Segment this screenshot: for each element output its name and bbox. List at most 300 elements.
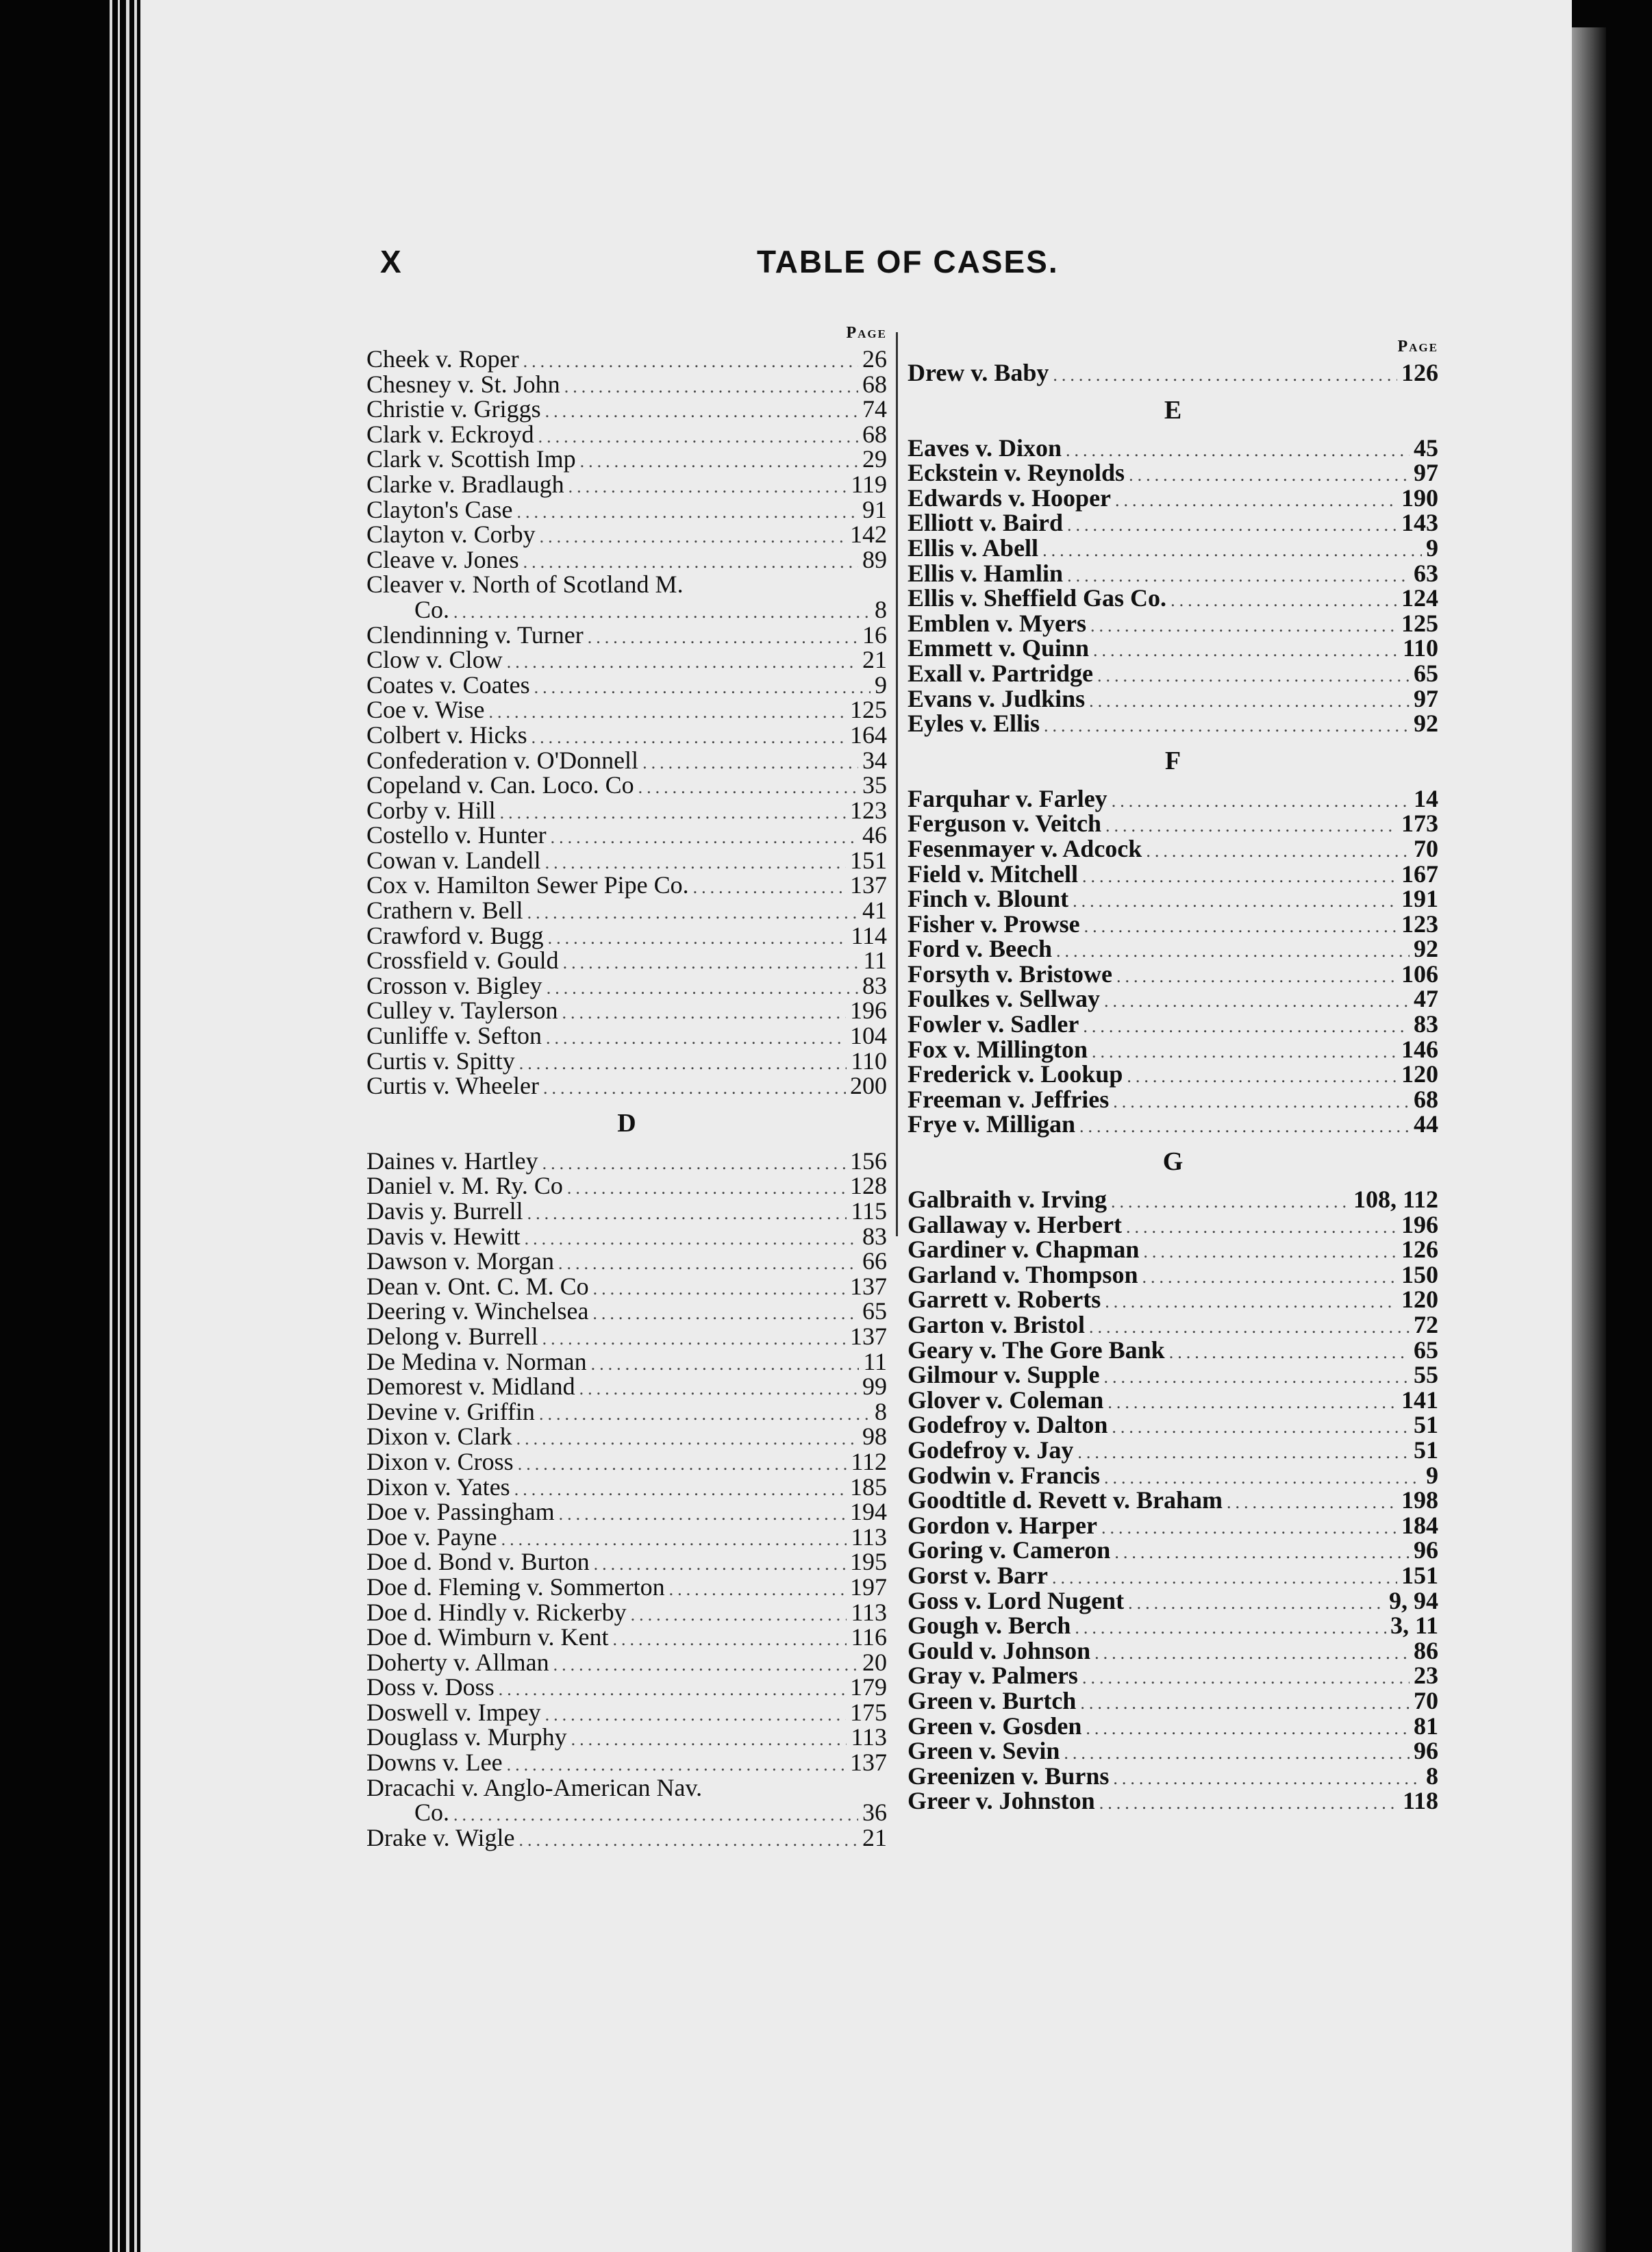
case-name: Colbert v. Hicks	[366, 721, 527, 749]
case-page-number: 51	[1414, 1411, 1438, 1439]
case-entry	[908, 1312, 1438, 1338]
leader-dots	[551, 825, 858, 851]
case-entry	[366, 572, 887, 597]
case-name: Garton v. Bristol	[908, 1311, 1085, 1338]
case-page-number: 21	[862, 1823, 887, 1851]
section-letter-f: F	[1164, 746, 1181, 775]
case-name: Gray v. Palmers	[908, 1662, 1078, 1690]
case-entry	[908, 1012, 1438, 1037]
leader-dots	[1128, 1591, 1385, 1616]
case-name: Chesney v. St. John	[366, 370, 560, 398]
leader-dots	[542, 1151, 846, 1177]
case-name: Clendinning v. Turner	[366, 621, 584, 649]
case-name: Drake v. Wigle	[366, 1823, 515, 1851]
case-page-number: 96	[1414, 1737, 1438, 1765]
case-page-number: 123	[850, 796, 887, 824]
case-entry	[908, 1287, 1438, 1312]
case-page-number: 200	[850, 1072, 887, 1100]
leader-dots	[638, 775, 858, 801]
leader-dots	[1094, 1641, 1410, 1666]
leader-dots	[1067, 513, 1397, 538]
case-page-number: 14	[1414, 784, 1438, 812]
case-entry	[366, 1625, 887, 1650]
case-name: Ferguson v. Veitch	[908, 810, 1102, 838]
case-entry	[908, 1062, 1438, 1087]
gutter-line	[118, 0, 120, 2252]
case-entry	[366, 1525, 887, 1550]
case-name: Eyles v. Ellis	[908, 710, 1040, 738]
case-name: Crathern v. Bell	[366, 897, 523, 925]
case-page-number: 70	[1414, 834, 1438, 862]
case-page-number: 190	[1401, 484, 1438, 512]
case-entry	[908, 1613, 1438, 1638]
case-page-number: 120	[1401, 1060, 1438, 1088]
case-entry	[908, 1338, 1438, 1363]
case-name: Gould v. Johnson	[908, 1636, 1091, 1664]
case-page-number: 92	[1414, 710, 1438, 738]
leader-dots	[525, 1227, 858, 1252]
case-page-number: 63	[1414, 559, 1438, 587]
case-page-number: 179	[850, 1673, 887, 1701]
case-entry	[366, 1700, 887, 1725]
case-page-number: 97	[1414, 684, 1438, 712]
case-page-number: 164	[850, 721, 887, 749]
case-page-number: 118	[1402, 1787, 1438, 1815]
case-entry	[366, 697, 887, 723]
case-entry	[366, 1499, 887, 1525]
case-name: Dixon v. Cross	[366, 1447, 514, 1475]
leader-dots	[1126, 1215, 1397, 1240]
case-entry	[366, 623, 887, 648]
leader-dots	[1044, 714, 1410, 739]
leader-dots	[562, 1001, 846, 1026]
case-entry	[908, 711, 1438, 736]
case-entry	[908, 886, 1438, 912]
case-name: Elliott v. Baird	[908, 509, 1064, 537]
case-page-number: 128	[850, 1172, 887, 1200]
case-page-number: 8	[875, 1397, 887, 1425]
case-name: Forsyth v. Bristowe	[908, 960, 1112, 988]
case-page-number: 16	[862, 621, 887, 649]
case-name: Green v. Gosden	[908, 1712, 1082, 1740]
case-name: Gilmour v. Supple	[908, 1361, 1100, 1389]
leader-dots	[1105, 814, 1397, 839]
leader-dots	[545, 399, 858, 425]
case-page-number: 196	[1401, 1210, 1438, 1238]
case-entry	[366, 1825, 887, 1851]
case-name: Glover v. Coleman	[908, 1386, 1104, 1414]
case-name: Goss v. Lord Nugent	[908, 1586, 1125, 1614]
case-name: Gallaway v. Herbert	[908, 1210, 1122, 1238]
case-entry	[908, 1688, 1438, 1714]
case-page-number: 123	[1401, 910, 1438, 938]
case-entry	[908, 1513, 1438, 1538]
case-page-number: 26	[862, 345, 887, 373]
case-name: Exall v. Partridge	[908, 659, 1093, 687]
case-page-number: 106	[1401, 960, 1438, 988]
case-page-number: 194	[850, 1498, 887, 1526]
leader-dots	[1042, 538, 1422, 564]
case-page-number: 70	[1414, 1686, 1438, 1714]
case-entry	[908, 636, 1438, 661]
case-page-number: 89	[862, 545, 887, 573]
case-entry	[908, 586, 1438, 611]
case-page-number: 34	[862, 746, 887, 774]
leader-dots	[559, 1502, 846, 1527]
case-page-number: 65	[1414, 1336, 1438, 1364]
case-name: Curtis v. Wheeler	[366, 1072, 539, 1100]
case-name: Dean v. Ont. C. M. Co	[366, 1272, 589, 1300]
leader-dots	[540, 525, 846, 550]
case-name: Cleaver v. North of Scotland M.	[366, 571, 684, 599]
case-page-number: 8	[875, 595, 887, 623]
case-entry	[366, 597, 887, 623]
case-name: Goodtitle d. Revett v. Braham	[908, 1486, 1223, 1514]
case-entry	[366, 472, 887, 497]
page-column-label: Page	[1397, 338, 1438, 355]
case-entry	[908, 936, 1438, 962]
leader-dots	[564, 375, 858, 400]
case-entry	[908, 561, 1438, 586]
case-entry	[908, 486, 1438, 511]
leader-dots	[1112, 1415, 1410, 1440]
leader-dots	[693, 875, 846, 901]
case-entry	[366, 748, 887, 773]
case-page-number: 115	[851, 1197, 887, 1225]
case-page-number: 175	[850, 1698, 887, 1726]
leader-dots	[1105, 1290, 1397, 1315]
leader-dots	[567, 1176, 846, 1201]
case-entry	[908, 1488, 1438, 1513]
case-list-c	[366, 347, 887, 1099]
case-name: Ford v. Beech	[908, 935, 1052, 963]
case-page-number: 83	[862, 971, 887, 999]
case-name: Crossfield v. Gould	[366, 947, 559, 975]
case-entry	[366, 1575, 887, 1600]
case-page-number: 23	[1414, 1662, 1438, 1690]
leader-dots	[1103, 1365, 1410, 1390]
leader-dots	[1075, 1616, 1386, 1641]
case-page-number: 21	[862, 646, 887, 674]
case-entry	[908, 786, 1438, 812]
case-name: Goring v. Cameron	[908, 1536, 1111, 1564]
case-entry	[366, 948, 887, 973]
case-name: Farquhar v. Farley	[908, 784, 1107, 812]
case-page-number: 151	[850, 846, 887, 874]
leader-dots	[1053, 363, 1397, 388]
case-name: Gordon v. Harper	[908, 1511, 1097, 1539]
case-name: Fesenmayer v. Adcock	[908, 834, 1142, 862]
case-entry	[908, 1538, 1438, 1563]
case-name: Ellis v. Sheffield Gas Co.	[908, 584, 1167, 612]
leader-dots	[1101, 1516, 1397, 1541]
leader-dots	[507, 650, 858, 675]
leader-dots	[1104, 989, 1410, 1014]
leader-dots	[568, 475, 847, 500]
leader-dots	[631, 1603, 847, 1628]
case-page-number: 3, 11	[1390, 1612, 1438, 1640]
case-name: Copeland v. Can. Loco. Co	[366, 771, 634, 799]
leader-dots	[592, 1301, 858, 1327]
leader-dots	[558, 1251, 858, 1277]
leader-dots	[1093, 638, 1399, 664]
case-page-number: 191	[1401, 885, 1438, 913]
case-name: Dracachi v. Anglo-American Nav.	[366, 1773, 703, 1801]
case-entry	[366, 973, 887, 999]
leader-dots	[543, 1076, 846, 1101]
leader-dots	[542, 1327, 846, 1352]
case-name: Foulkes v. Sellway	[908, 985, 1101, 1013]
case-name: Davis y. Burrell	[366, 1197, 523, 1225]
case-entry	[366, 522, 887, 547]
case-entry	[908, 1237, 1438, 1262]
case-page-number: 44	[1414, 1110, 1438, 1138]
case-entry	[366, 497, 887, 523]
leader-dots	[1082, 1666, 1410, 1691]
case-name: Greenizen v. Burns	[908, 1762, 1110, 1790]
case-page-number: 46	[862, 821, 887, 849]
case-page-number: 65	[1414, 659, 1438, 687]
case-page-number: 99	[862, 1373, 887, 1401]
case-entry	[908, 1112, 1438, 1137]
case-name: Dixon v. Clark	[366, 1423, 512, 1451]
case-name: Downs v. Lee	[366, 1749, 503, 1777]
case-page-number: 151	[1401, 1561, 1438, 1589]
case-entry	[908, 811, 1438, 836]
case-name: Garland v. Thompson	[908, 1260, 1138, 1288]
leader-dots	[516, 1427, 858, 1452]
leader-dots	[1064, 1741, 1410, 1766]
case-entry	[908, 1764, 1438, 1789]
leader-dots	[580, 449, 858, 475]
leader-dots	[1142, 1265, 1397, 1290]
case-entry	[908, 436, 1438, 461]
case-entry	[908, 360, 1438, 386]
case-entry	[366, 1549, 887, 1575]
case-list-d-cont	[908, 360, 1438, 386]
case-page-number: 9	[875, 671, 887, 699]
case-page-number: 125	[1401, 609, 1438, 637]
case-page-number: 86	[1414, 1636, 1438, 1664]
case-name: Devine v. Griffin	[366, 1397, 535, 1425]
case-entry	[908, 1638, 1438, 1664]
case-entry	[366, 848, 887, 873]
case-name: Cowan v. Landell	[366, 846, 541, 874]
case-entry	[908, 686, 1438, 712]
case-page-number: 197	[850, 1573, 887, 1601]
case-name: Galbraith v. Irving	[908, 1186, 1107, 1214]
leader-dots	[489, 700, 846, 725]
case-entry	[366, 1750, 887, 1775]
case-entry	[366, 1600, 887, 1625]
page-column-label: Page	[846, 324, 887, 342]
case-page-number: 72	[1414, 1311, 1438, 1338]
leader-dots	[527, 1201, 847, 1227]
case-entry	[366, 1149, 887, 1174]
case-entry	[908, 862, 1438, 887]
case-entry	[908, 1738, 1438, 1764]
case-page-number: 98	[862, 1423, 887, 1451]
case-entry	[366, 1800, 887, 1825]
case-name: Emmett v. Quinn	[908, 634, 1090, 662]
gutter-line	[110, 0, 112, 2252]
case-name: Finch v. Blount	[908, 885, 1069, 913]
case-page-number: 47	[1414, 985, 1438, 1013]
leader-dots	[518, 1828, 858, 1853]
case-entry	[366, 347, 887, 372]
case-page-number: 196	[850, 997, 887, 1025]
case-name: Clark v. Eckroyd	[366, 420, 534, 448]
case-name: Emblen v. Myers	[908, 609, 1086, 637]
case-entry	[366, 1249, 887, 1274]
page-edge-shadow	[1572, 27, 1606, 2252]
leader-dots	[1113, 1090, 1410, 1115]
leader-dots	[514, 1477, 846, 1503]
case-page-number: 150	[1401, 1260, 1438, 1288]
case-page-number: 119	[851, 470, 887, 498]
case-entry	[366, 397, 887, 422]
case-name: Cleave v. Jones	[366, 545, 519, 573]
case-entry	[366, 1650, 887, 1675]
case-page-number: 113	[851, 1723, 887, 1751]
case-name: Clark v. Scottish Imp	[366, 445, 576, 473]
leader-dots	[545, 1703, 846, 1728]
case-name: Dixon v. Yates	[366, 1473, 510, 1501]
case-entry	[366, 372, 887, 397]
leader-dots	[1112, 789, 1410, 814]
case-name: Drew v. Baby	[908, 359, 1049, 386]
case-entry	[366, 998, 887, 1023]
page-folio: X	[380, 244, 403, 279]
case-name: Cunliffe v. Sefton	[366, 1022, 542, 1050]
case-name: Cheek v. Roper	[366, 345, 519, 373]
case-name: Green v. Sevin	[908, 1737, 1060, 1765]
leader-dots	[1114, 1540, 1410, 1566]
case-entry	[908, 1563, 1438, 1588]
case-entry	[366, 923, 887, 949]
case-page-number: 114	[851, 921, 887, 949]
case-name: Gough v. Berch	[908, 1612, 1071, 1640]
leader-dots	[1111, 1190, 1349, 1215]
leader-dots	[546, 1026, 846, 1051]
leader-dots	[1143, 1240, 1397, 1265]
case-entry	[908, 1463, 1438, 1488]
case-page-number: 74	[862, 395, 887, 423]
case-page-number: 141	[1401, 1386, 1438, 1414]
leader-dots	[593, 1277, 846, 1302]
case-name: Green v. Burtch	[908, 1686, 1077, 1714]
case-name: Doss v. Doss	[366, 1673, 495, 1701]
case-name: Coe v. Wise	[366, 696, 485, 724]
case-entry	[366, 647, 887, 673]
case-entry	[366, 547, 887, 573]
case-page-number: 11	[863, 947, 887, 975]
case-entry	[366, 1725, 887, 1750]
leader-dots	[591, 1352, 860, 1377]
section-letter-g: G	[1162, 1147, 1184, 1177]
leader-dots	[1113, 1766, 1422, 1792]
case-entry	[908, 510, 1438, 536]
case-name: Frye v. Milligan	[908, 1110, 1075, 1138]
leader-dots	[579, 1377, 858, 1402]
case-entry	[908, 536, 1438, 561]
case-name: Edwards v. Hooper	[908, 484, 1112, 512]
case-name: Douglass v. Murphy	[366, 1723, 567, 1751]
case-name: Ellis v. Abell	[908, 534, 1039, 562]
case-entry	[908, 836, 1438, 862]
case-name: Doe v. Passingham	[366, 1498, 555, 1526]
leader-dots	[1116, 964, 1397, 990]
leader-dots	[1092, 1040, 1397, 1065]
case-page-number: 9	[1426, 534, 1438, 562]
case-entry	[908, 912, 1438, 937]
case-name: Doherty v. Allman	[366, 1648, 549, 1676]
leader-dots	[547, 976, 858, 1001]
gutter-line	[134, 0, 137, 2252]
case-page-number: 92	[1414, 935, 1438, 963]
case-name: Field v. Mitchell	[908, 860, 1078, 888]
case-entry	[366, 723, 887, 748]
case-name: Greer v. Johnston	[908, 1787, 1095, 1815]
leader-dots	[1080, 1691, 1410, 1716]
case-name: Doe d. Bond v. Burton	[366, 1548, 590, 1576]
leader-dots	[1115, 488, 1397, 514]
case-name: Cox v. Hamilton Sewer Pipe Co.	[366, 871, 689, 899]
leader-dots	[571, 1727, 847, 1753]
leader-dots	[553, 1653, 858, 1678]
case-page-number: 184	[1401, 1511, 1438, 1539]
case-page-number: 51	[1414, 1436, 1438, 1464]
leader-dots	[539, 1402, 871, 1427]
case-name: Costello v. Hunter	[366, 821, 547, 849]
leader-dots	[500, 801, 846, 826]
section-letter-d: D	[617, 1108, 636, 1138]
case-entry	[366, 1475, 887, 1500]
case-entry	[908, 1714, 1438, 1739]
leader-dots	[1083, 1014, 1410, 1040]
case-name: Doe d. Fleming v. Sommerton	[366, 1573, 665, 1601]
case-page-number: 126	[1401, 1236, 1438, 1264]
case-page-number: 110	[1402, 634, 1438, 662]
case-page-number: 91	[862, 495, 887, 523]
case-name: Gardiner v. Chapman	[908, 1236, 1140, 1264]
case-page-number: 65	[862, 1297, 887, 1325]
case-entry	[366, 1424, 887, 1449]
case-entry	[908, 661, 1438, 686]
case-name: Fowler v. Sadler	[908, 1010, 1079, 1038]
column-divider	[896, 332, 898, 1236]
case-entry	[366, 1023, 887, 1049]
case-name: Crawford v. Bugg	[366, 921, 544, 949]
case-page-number: 45	[1414, 434, 1438, 462]
case-page-number: 113	[851, 1598, 887, 1626]
leader-dots	[1227, 1490, 1397, 1516]
case-name: Doe d. Wimburn v. Kent	[366, 1623, 609, 1651]
leader-dots	[588, 625, 858, 651]
case-page-number: 195	[850, 1548, 887, 1576]
case-name: Fox v. Millington	[908, 1035, 1088, 1063]
case-entry	[366, 1324, 887, 1349]
leader-dots	[1107, 1390, 1397, 1416]
case-name: Crosson v. Bigley	[366, 971, 542, 999]
case-name: Frederick v. Lookup	[908, 1060, 1123, 1088]
left-column	[366, 319, 887, 1850]
case-page-number: 66	[862, 1247, 887, 1275]
case-entry	[908, 1087, 1438, 1112]
case-page-number: 68	[1414, 1085, 1438, 1113]
case-page-number: 120	[1401, 1286, 1438, 1314]
case-entry	[366, 1274, 887, 1299]
